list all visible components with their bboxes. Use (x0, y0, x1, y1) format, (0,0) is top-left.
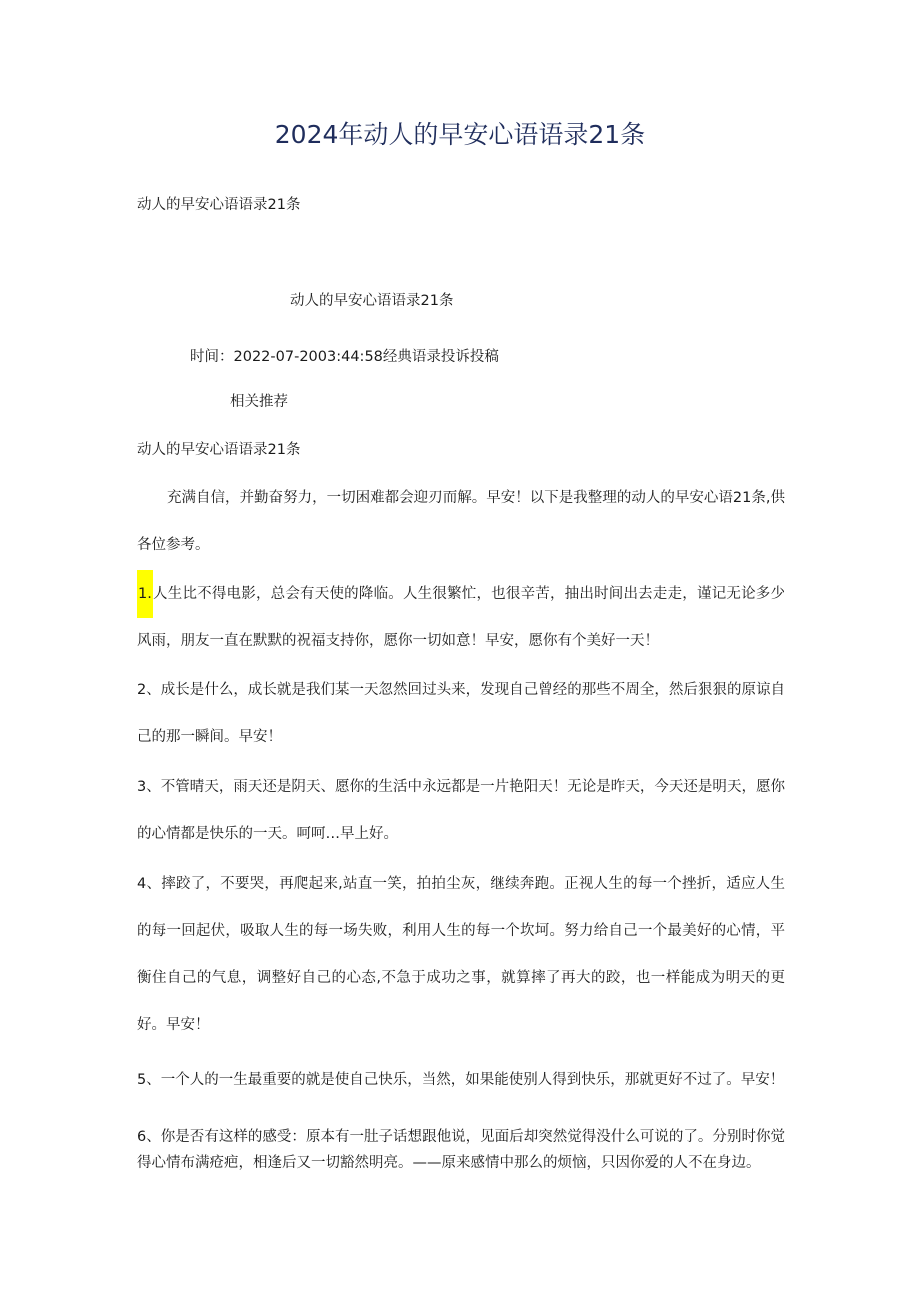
list-item-text: 你是否有这样的感受：原本有一肚子话想跟他说，见面后却突然觉得没什么可说的了。分别时你觉得心情布满疮疤，相逢后又一切豁然明亮。——原来感情中那么的烦恼，只因你爱的人不在身边。 (137, 1129, 785, 1171)
list-number: 6、 (137, 1129, 161, 1145)
list-item-6 (137, 1124, 785, 1176)
inner-title: 动人的早安心语语录21条 (290, 293, 454, 309)
list-number: 4、 (137, 876, 162, 892)
meta-line: 时间：2022-07-2003:44:58经典语录投诉投稿 (190, 349, 499, 365)
list-item-text: 不管晴天，雨天还是阴天、愿你的生活中永远都是一片艳阳天！无论是昨天，今天还是明天，愿你的心情都是快乐的一天。呵呵…早上好。 (137, 779, 785, 842)
intro-paragraph: 充满自信，并勤奋努力，一切困难都会迎刃而解。早安！以下是我整理的动人的早安心语21条,供各位参考。 (137, 490, 785, 553)
related-link[interactable]: 相关推荐 (230, 394, 288, 410)
list-number: 3、 (137, 779, 161, 795)
list-item-4 (137, 861, 785, 1049)
list-item-text: 成长是什么，成长就是我们某一天忽然回过头来，发现自己曾经的那些不周全，然后狠狠的原谅自己的那一瞬间。早安！ (137, 682, 785, 745)
list-item-5 (137, 1057, 785, 1104)
list-item-text: 一个人的一生最重要的就是使自己快乐，当然，如果能使别人得到快乐，那就更好不过了。早安！ (160, 1072, 785, 1088)
document-subtitle: 动人的早安心语语录21条 (137, 197, 301, 213)
list-number-highlight: 1. (137, 570, 153, 618)
list-number: 2、 (137, 682, 161, 698)
document-title: 2024年动人的早安心语语录21条 (274, 120, 646, 149)
list-number: 5、 (137, 1072, 161, 1088)
section-heading: 动人的早安心语语录21条 (137, 442, 301, 458)
list-item-2 (137, 667, 785, 761)
list-item-1 (137, 571, 785, 665)
list-item-3 (137, 764, 785, 858)
list-item-text: 摔跤了，不要哭，再爬起来,站直一笑，拍拍尘灰，继续奔跑。正视人生的每一个挫折，适应人生的每一回起伏，吸取人生的每一场失败，利用人生的每一个坎坷。努力给自己一个最美好的心情，平衡住自己的气息，调整好自己的心态,不急于成功之事，就算摔了再大的跤，也一样能成为明天的更好。早安！ (137, 876, 785, 1033)
list-item-text: 人生比不得电影，总会有天使的降临。人生很繁忙，也很辛苦，抽出时间出去走走，谨记无论多少风雨，朋友一直在默默的祝福支持你，愿你一切如意！早安，愿你有个美好一天！ (137, 586, 785, 649)
